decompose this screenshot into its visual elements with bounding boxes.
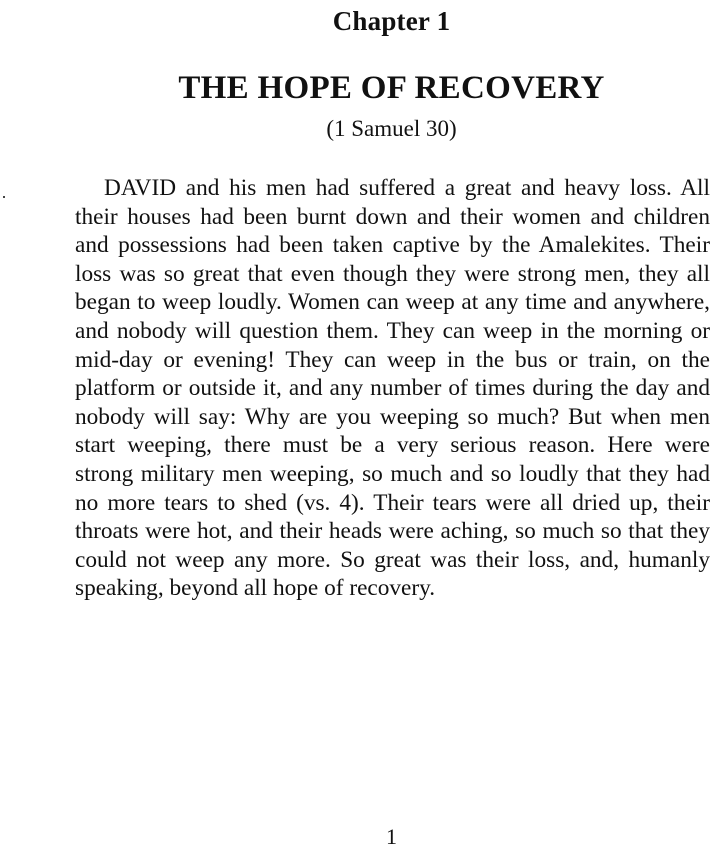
scripture-reference: (1 Samuel 30) (326, 116, 457, 141)
chapter-title: THE HOPE OF RECOVERY (178, 70, 605, 106)
body-paragraph: DAVID and his men had suffered a great and heavy loss. All their houses had been burnt down and their women and children and possessions had been taken captive by the Amalekites. Their loss was so great that even though they were strong men, they all began to weep loudly. Women can weep at any time and anywhere, and nobody will question them. They can weep in the morning or mid-day or evening! They can weep in the bus or train, on the platform or outside it, and any number of times during the day and nobody will say: Why are you weeping so much? But when men start weeping, there must be a very serious reason. Here were strong military men weeping, so much and so loudly that they had no more tears to shed (vs. 4). Their tears were all dried up, their throats were hot, and their heads were aching, so much so that they could not weep any more. So great was their loss, and, humanly speaking, beyond all hope of recovery. (75, 175, 710, 602)
margin-mark (3, 196, 5, 198)
page-number: 1 (386, 824, 397, 849)
chapter-label: Chapter 1 (332, 6, 451, 36)
